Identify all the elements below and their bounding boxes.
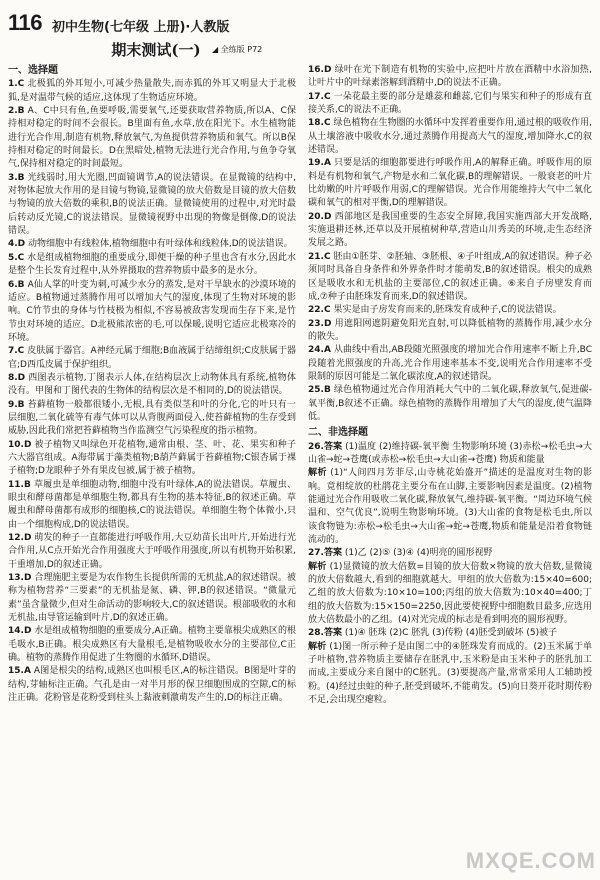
answer-number: 16.D — [308, 65, 332, 75]
answer-item — [8, 572, 296, 625]
answer-number: 3.B — [8, 172, 25, 183]
answer-item — [8, 532, 296, 572]
answer-number: 23.D — [308, 318, 332, 329]
answer-item — [8, 78, 296, 105]
answer-number: 27.答案 — [308, 548, 342, 559]
answer-text: (1)“人间四月芳菲尽,山寺桃花始盛开”描述的是温度对生物的影响。竟相绽放的杜鹃花主要分布在山脚,主要影响因素是温度。(2)植物能通过光合作用吸收二氧化碳,释放氧气,维持碳-氧平衡。“周边环境气候温和、空气优良”,说明生物影响环境。(3)大山雀的食物是松毛虫,所以该食物链为:赤松→松毛虫→大山雀→蛇→苍鹰,物质和能量是沿着食物链流动的。 — [308, 468, 592, 546]
right-answer-list — [308, 64, 592, 708]
answer-number: 28.答案 — [308, 628, 342, 639]
answer-number: 26.答案 — [308, 441, 343, 452]
answer-number: 10.D — [8, 439, 32, 450]
answer-text: 果实是由子房发育而来的,胚珠发育成种子,C的说法错误。 — [333, 305, 562, 316]
answer-item — [308, 627, 592, 640]
answer-text: 一朵花最主要的部分是雄蕊和雌蕊,它们与果实和种子的形成有直接关系,C的说法不正确。 — [308, 91, 592, 116]
answer-number: 11.B — [8, 479, 31, 490]
answer-number: 20.D — [308, 211, 332, 222]
answer-text: A图是根尖的结构,成熟区也叫根毛区,A的标注错误。B图是叶芽的结构,芽轴标注正确。气孔是由一对半月形的保卫细胞围成的空隙,C的标注正确。花粉管是花粉受到柱头上黏液刺激萌发产生的,D的标注正确。 — [8, 666, 296, 704]
answer-reference-text: 全练版 P72 — [220, 45, 263, 54]
answer-text: 水是组成植物细胞的重要成分,A正确。植物主要靠根尖成熟区的根毛吸水,B正确。根尖成熟区有大量根毛,是植物吸收水分的主要部位,C正确。植物的蒸腾作用促进了生物圈的水循环,D错误。 — [8, 626, 296, 664]
answer-item — [308, 157, 592, 210]
answer-text: 北极狐的外耳短小,可减少热量散失,而赤狐的外耳又明显大于北极狐,是对温带气候的适应,这体现了生物适应环境。 — [8, 79, 296, 103]
answer-item — [308, 64, 592, 91]
answer-item — [8, 279, 296, 346]
answer-number: 5.C — [8, 252, 25, 263]
answer-number: 13.D — [8, 573, 32, 584]
answer-number: 9.B — [8, 399, 25, 410]
answer-item — [308, 117, 592, 157]
left-column — [8, 62, 296, 706]
answer-item — [308, 641, 592, 708]
answer-item — [308, 211, 592, 251]
answer-number: 25.B — [308, 385, 331, 396]
answer-text: 用遮阳网遮阴避免阳光直射,可以降低植物的蒸腾作用,减少水分的散失。 — [308, 318, 592, 342]
answer-item — [8, 625, 296, 665]
answer-text: 西部地区是我国重要的生态安全屏障,我国实施西部大开发战略,实施退耕还林,还草以及开展植树种草,营造山川秀美的环境,走生态经济发展之路。 — [308, 211, 592, 249]
answer-number: 解析 — [308, 641, 327, 652]
answer-number: 21.C — [308, 251, 331, 262]
answer-text: 胚由①胚芽、②胚轴、③胚根、④子叶组成,A的叙述错误。种子必须同时具备自身条件和外界条件时才能萌发,B的叙述错误。根尖的成熟区是吸收水和无机盐的主要部位,C的叙述正确。⑥来自子房壁发育而成,⑦种子由胚珠发育而来,D的叙述错误。 — [308, 251, 592, 302]
answer-number: 4.D — [8, 239, 26, 250]
answer-number: 解析 — [308, 561, 327, 572]
page-number: 116 — [8, 10, 42, 35]
answer-item — [8, 479, 296, 532]
answer-text: A仙人掌的叶变为刺,可减少水分的蒸发,是对干旱缺水的沙漠环境的适应。B植物通过蒸腾作用可以增加大气的湿度,体现了生物对环境的影响。C竹节虫的身体与竹枝极为相似,不容易被敌害发现而生存下来,是竹节虫对环境的适应。D北极熊浓密的毛,可以保暖,说明它适应北极寒冷的环境。 — [8, 279, 296, 343]
answer-number: 8.D — [8, 372, 26, 383]
answer-number: 解析 — [308, 468, 327, 479]
answer-text: 光线弱时,用大光圈,凹面镜调节,A的说法错误。在显微镜的结构中,对物体起放大作用的是目镜与物镜,显微镜的放大倍数是目镜的放大倍数与物镜的放大倍数的乘积,B的说法正确。显微镜使用的过程中,对光时最后转动反光镜,C的说法错误。显微镜视野中出现的物像是倒像,D的说法错误。 — [8, 172, 296, 237]
answer-number: 15.A — [8, 666, 31, 677]
answer-number: 2.B — [8, 106, 25, 117]
answer-text: 动物细胞中有线粒体,植物细胞中有叶绿体和线粒体,D的说法错误。 — [28, 239, 293, 250]
section-heading-nonchoice: 二、非选择题 — [308, 427, 368, 439]
answer-text: 西图表示植物,丁图表示人体,在结构层次上动物体具有系统,植物体没有。甲图和丁图代表的生物体的结构层次是不相同的,D的说法错误。 — [8, 372, 296, 397]
answer-text: 绿色植物通过光合作用消耗大气中的二氧化碳,释放氧气,促进碳-氧平衡,B叙述不正确。绿色植物的蒸腾作用增加了大气的湿度,使气温降低。 — [308, 385, 592, 422]
answer-number: 17.C — [308, 91, 331, 102]
answer-text: 从曲线中看出,AB段随光照强度的增加光合作用速率不断上升,BC段随着光照强度的升高,光合作用速率基本不变,说明光合作用速率不受限制的原因可能是二氧化碳浓度,A的叙述错误。 — [308, 345, 592, 382]
answer-item — [8, 105, 296, 172]
answer-text: 草履虫是单细胞动物,细胞中没有叶绿体,A的说法错误。草履虫、眼虫和酵母菌都是单细胞生物,都具有生物的基本特征,B的叙述正确。草履虫和酵母菌都有成形的细胞核,C的说法错误。单细胞生物个体微小,只由一个细胞构成,D的说法错误。 — [8, 479, 296, 530]
answer-number: 6.B — [8, 279, 25, 290]
answer-item — [8, 172, 296, 239]
answer-number: 22.C — [308, 305, 331, 316]
answer-item — [8, 345, 296, 372]
answer-text: (1)④ 胚珠 (2)C 胚乳 (3)传粉 (4)胚受到破坏 (5)被子 — [344, 628, 558, 639]
answer-item — [308, 344, 592, 384]
right-column — [308, 64, 592, 708]
answer-item — [308, 318, 592, 345]
answer-number: 7.C — [8, 346, 25, 357]
answer-text: 绿色植物在生物圈的水循环中发挥着重要作用,通过根的吸收作用,从土壤溶液中吸收水分,通过蒸腾作用提高大气的湿度,增加降水,C的叙述错误。 — [308, 118, 592, 156]
answer-text: 皮肤属于器官。A神经元属于细胞;B血液属于结缔组织;C皮肤属于器官;D西瓜皮属于保护组织。 — [8, 346, 296, 370]
watermark-logo: MXQE.COM — [465, 848, 596, 873]
answer-text: 只要是活的细胞都要进行呼吸作用,A的解释正确。呼吸作用的原料是有机物和氧气,产物是水和二氧化碳,B的理解错误。一般衰老的叶片比幼嫩的叶片呼吸作用弱,C的理解错误。光合作用能维持大气中二氧化碳和氧气的相对平衡,D的理解错误。 — [308, 158, 592, 209]
answer-number: 24.A — [308, 345, 331, 356]
page-header — [0, 0, 600, 60]
answer-item — [8, 372, 296, 399]
answer-number: 18.C — [308, 118, 331, 129]
answer-item — [8, 238, 296, 251]
answer-item — [308, 384, 592, 424]
answer-item — [308, 441, 592, 468]
answer-text: 苔藓植物一般都很矮小,无根,具有类似茎和叶的分化,它的叶只有一层细胞,二氧化硫等有毒气体可以从背腹两面侵入,使苔藓植物的生存受到威胁,因此我们常把苔藓植物当作监测空气污染程度的指示植物。 — [8, 399, 296, 437]
test-title: 期末测试(一) — [111, 41, 201, 59]
answer-item — [8, 399, 296, 439]
answer-item — [308, 467, 592, 547]
answer-item — [8, 252, 296, 279]
answer-text: (1)图一所示种子是由图二中的④胚珠发育而成的。(2)玉米属于单子叶植物,营养物质主要储存在胚乳中,玉米粉是由玉米种子的胚乳加工而成,主要成分来自图中的C胚乳。(3)要提高产量,常常采用人工辅助授粉。(4)经过虫蛀的种子,胚受到破坏,不能萌发。(5)向日葵开花时期传粉不足,会出现空瘪粒。 — [308, 641, 592, 706]
answer-text: 萌发的种子一直都能进行呼吸作用,大豆幼苗长出叶片,开始进行光合作用,从C点开始光合作用强度大于呼吸作用强度,所以有机物开始积累,干重增加,D的叙述正确。 — [8, 533, 296, 570]
answer-number: 14.D — [8, 626, 32, 637]
answer-text: (1)显微镜的放大倍数=目镜的放大倍数×物镜的放大倍数,显微镜的放大倍数越大,看到的细胞就越大。甲组的放大倍数为:15×40=600;乙组的放大倍数为:10×10=100;丙组的放大倍数为:10×40=400;丁组的放大倍数为:15×150=2250,因此要使视野中细胞数目最多,应选用放大倍数最小的乙组。(4)对光完成的标志是看到明亮的圆形视野。 — [308, 561, 592, 626]
answer-text: 被子植物又叫绿色开花植物,通常由根、茎、叶、花、果实和种子六大器官组成。A海带属于藻类植物;B葫芦藓属于苔藓植物;C银杏属于裸子植物;D龙眼种子外有果皮包被,属于被子植物。 — [8, 439, 296, 477]
answer-text: (1)乙 (2)⑤ (3)④ (4)明亮的圆形视野 — [344, 548, 493, 559]
section-heading-choice: 一、选择题 — [8, 65, 58, 76]
answer-text: 合理施肥主要是为农作物生长提供所需的无机盐,A的叙述错误。被称为植物营养“三要素”的无机盐是氮、磷、钾,B的叙述错误。“微量元素”虽含量微少,但对生命活动的影响较大,C的叙述错误。根部吸收的水和无机盐,由导管运输到叶片,D的叙述正确。 — [8, 573, 296, 624]
answer-text: A、C中只有鱼,鱼要呼吸,需要氧气,还要获取营养物质,所以A、C保持相对稳定的时间不会很长。B里面有鱼,水草,放在阳光下。水生植物能进行光合作用,制造有机物,释放氧气,为鱼提供营养物质和氧气。所以B保持相对稳定的时间最长。D在黑暗处,植物无法进行光合作用,与鱼争夺氧气,保持相对稳定的时间最短。 — [8, 106, 296, 170]
answer-item — [308, 561, 592, 628]
answer-item — [308, 91, 592, 118]
answer-text: 绿叶在光下制造有机物的实验中,应把叶片放在酒精中水浴加热,让叶片中的叶绿素溶解到酒精中,D的说法不正确。 — [308, 65, 592, 89]
left-answer-list — [8, 78, 296, 705]
answer-text: 水是组成植物细胞的重要成分,即便干燥的种子里也含有水分,因此水是整个生长发育过程中,从外界摄取的营养物质中最多的是水分。 — [8, 252, 296, 277]
answer-text: (1)温度 (2)维持碳-氧平衡 生物影响环境 (3)赤松→松毛虫→大山雀→蛇→苍鹰(或赤松→松毛虫→大山雀→苍鹰) 物质和能量 — [308, 441, 592, 465]
answer-item — [308, 251, 592, 304]
answer-item — [8, 665, 296, 705]
book-title: 初中生物(七年级 上册)·人教版 — [52, 20, 230, 35]
answer-number: 12.D — [8, 533, 32, 544]
answer-item — [308, 304, 592, 317]
answer-reference: ◢ 全练版 P72 — [212, 45, 263, 54]
answer-item — [8, 439, 296, 479]
answer-number: 19.A — [308, 158, 331, 169]
answer-number: 1.C — [8, 79, 25, 90]
answer-item — [308, 547, 592, 560]
